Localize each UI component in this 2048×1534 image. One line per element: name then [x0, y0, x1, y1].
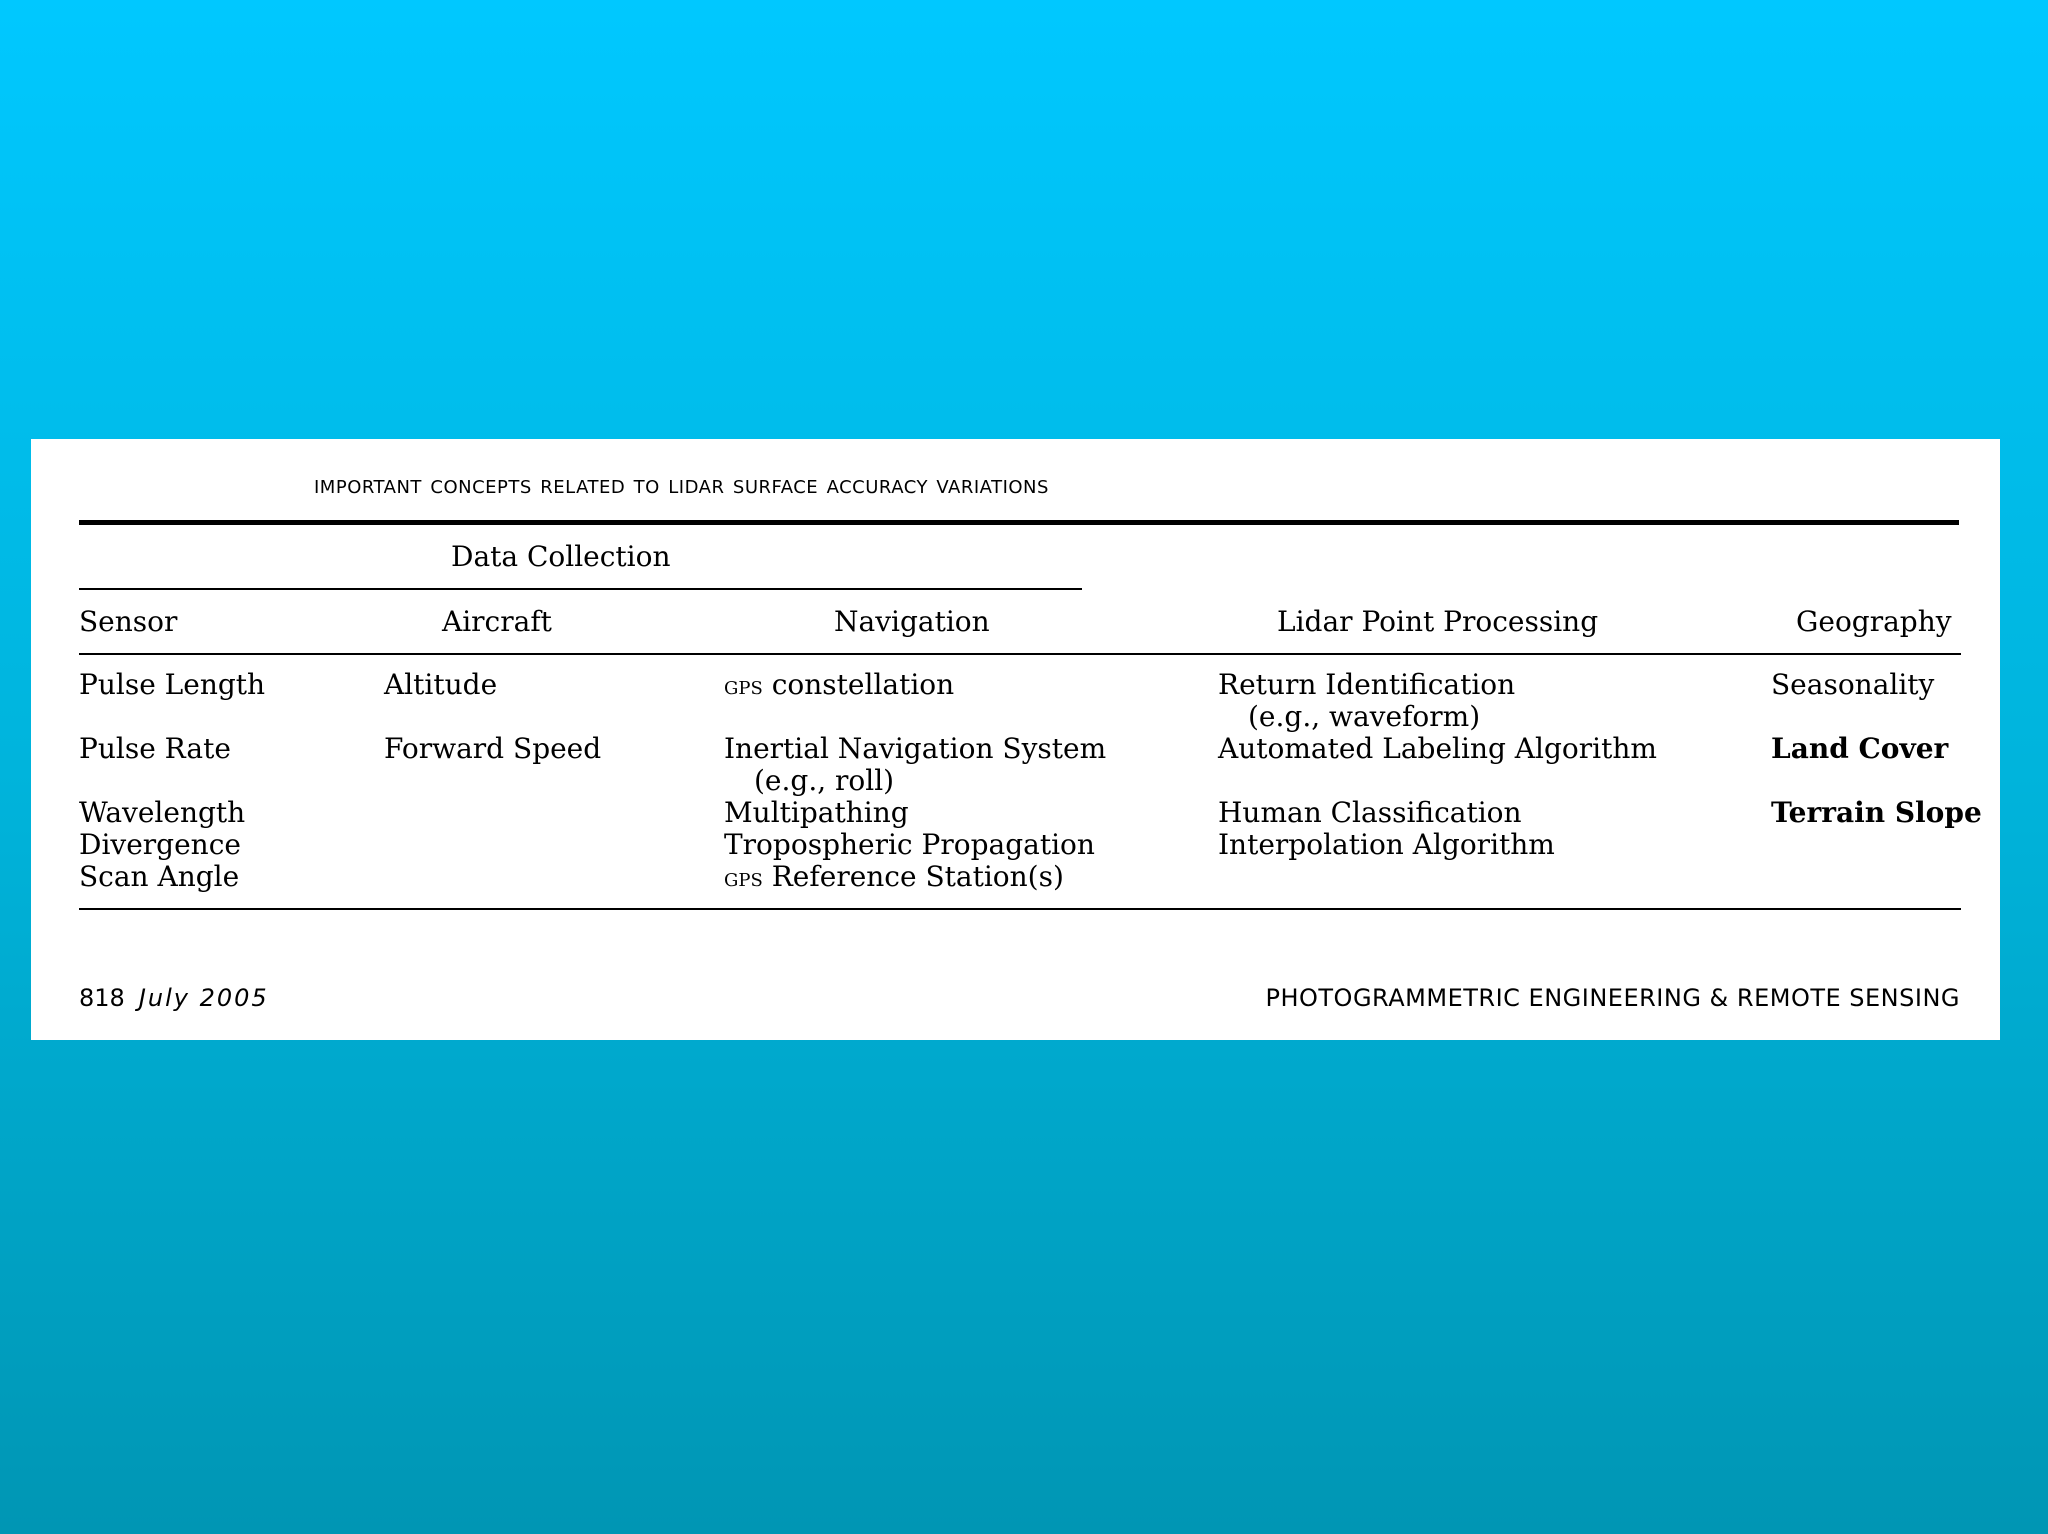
nav-tropospheric: Tropospheric Propagation	[724, 828, 1095, 861]
footer-journal: PHOTOGRAMMETRIC ENGINEERING & REMOTE SENSING	[1265, 984, 1960, 1012]
sensor-divergence: Divergence	[79, 828, 241, 861]
aircraft-altitude: Altitude	[384, 668, 498, 701]
nav-gps-reference: gps Reference Station(s)	[724, 860, 1064, 893]
page-number: 818	[79, 984, 125, 1012]
sensor-pulse-rate: Pulse Rate	[79, 732, 231, 765]
group-header-data-collection: Data Collection	[451, 540, 671, 573]
header-aircraft: Aircraft	[442, 605, 552, 638]
nav-multipathing: Multipathing	[724, 796, 909, 829]
geo-land-cover: Land Cover	[1771, 732, 1949, 765]
sensor-wavelength: Wavelength	[79, 796, 246, 829]
gps-abbrev: gps	[724, 671, 763, 701]
table-caption: important concepts related to lidar surface accuracy variations	[314, 470, 1049, 499]
nav-ins-note: (e.g., roll)	[754, 764, 895, 797]
geo-terrain-slope: Terrain Slope	[1771, 796, 1982, 829]
aircraft-forward-speed: Forward Speed	[384, 732, 602, 765]
group-rule	[79, 588, 1082, 590]
nav-gps-constellation: gps constellation	[724, 668, 955, 701]
header-geography: Geography	[1796, 605, 1952, 638]
proc-automated-labeling: Automated Labeling Algorithm	[1218, 732, 1657, 765]
gps-abbrev: gps	[724, 863, 763, 893]
nav-ins: Inertial Navigation System	[724, 732, 1107, 765]
footer-left	[79, 984, 269, 1012]
proc-interpolation: Interpolation Algorithm	[1218, 828, 1555, 861]
footer-date: July 2005	[138, 984, 269, 1012]
geo-seasonality: Seasonality	[1771, 668, 1935, 701]
sensor-scan-angle: Scan Angle	[79, 860, 240, 893]
header-sensor: Sensor	[79, 605, 178, 638]
proc-return-identification: Return Identification	[1218, 668, 1516, 701]
header-rule	[79, 653, 1961, 655]
bottom-rule	[79, 908, 1961, 910]
top-rule	[79, 520, 1959, 525]
header-navigation: Navigation	[834, 605, 990, 638]
proc-return-note: (e.g., waveform)	[1248, 700, 1481, 733]
proc-human-classification: Human Classification	[1218, 796, 1522, 829]
header-lidar-point-processing: Lidar Point Processing	[1277, 605, 1599, 638]
sensor-pulse-length: Pulse Length	[79, 668, 266, 701]
